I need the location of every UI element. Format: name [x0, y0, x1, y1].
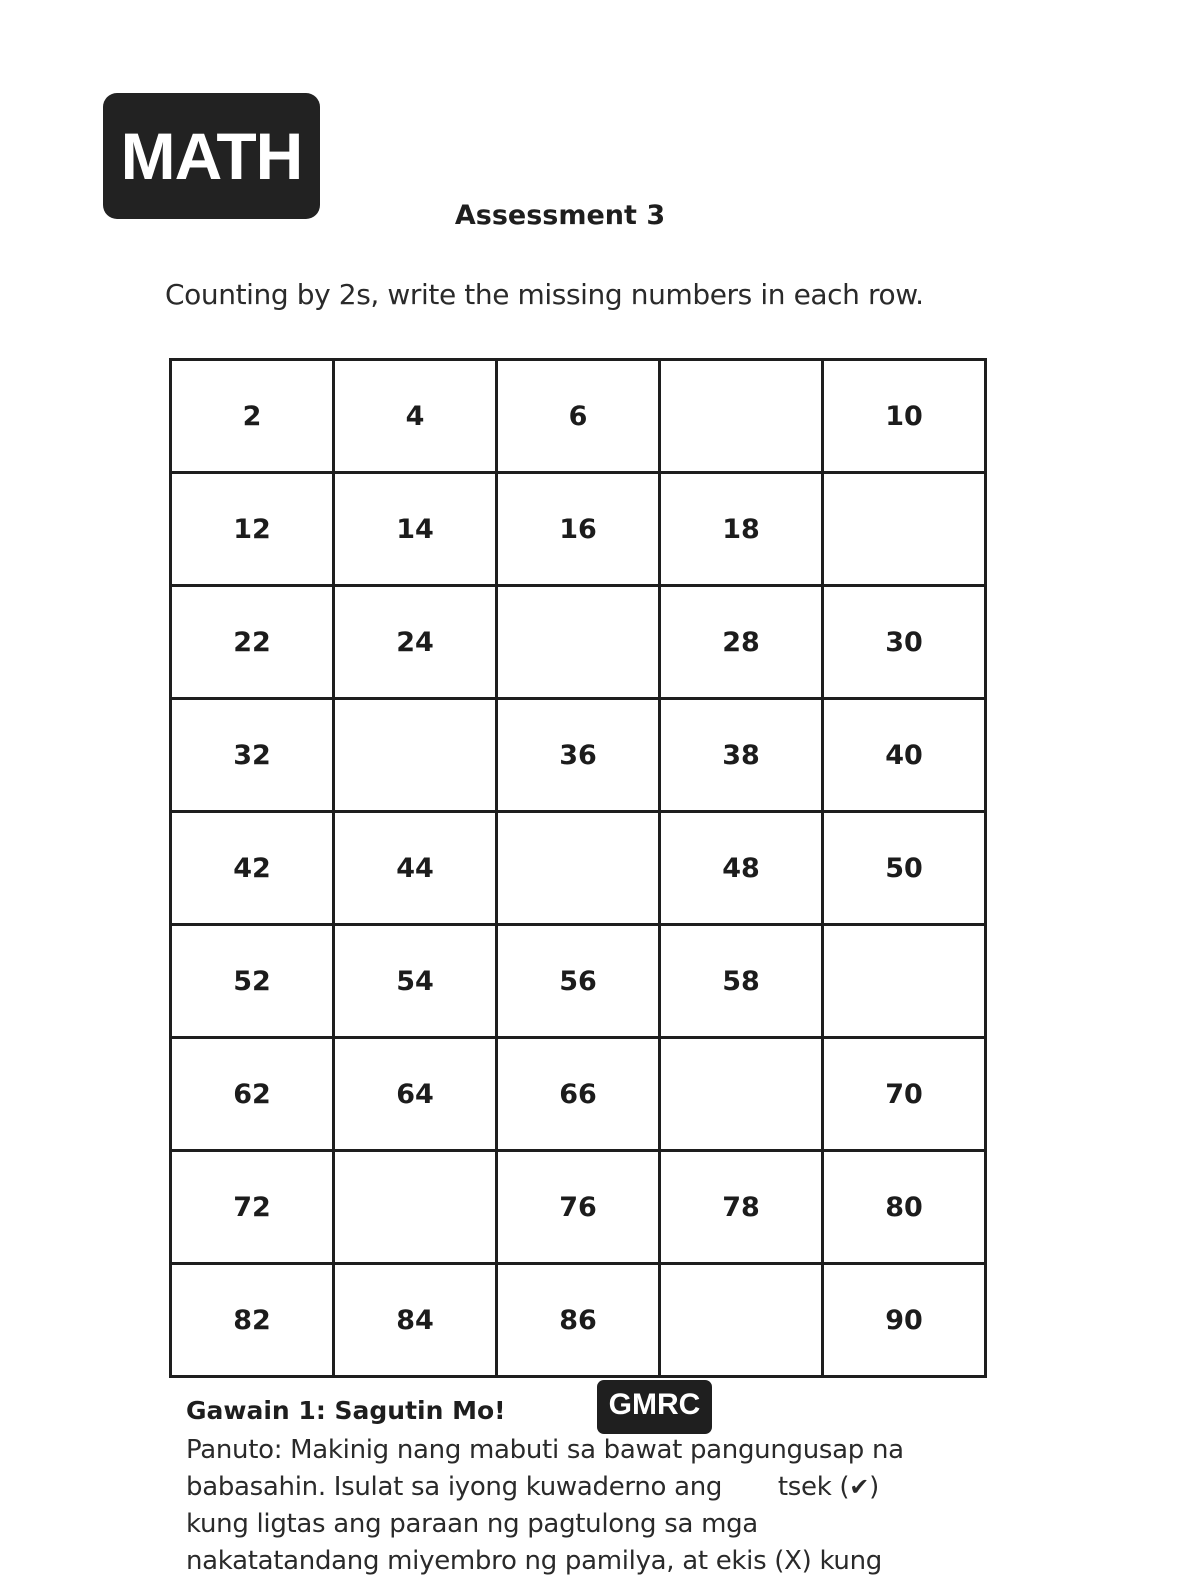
number-cell: 80	[823, 1151, 986, 1264]
grid-row	[171, 473, 986, 586]
number-cell: 54	[334, 925, 497, 1038]
panuto-line-2	[186, 1469, 1006, 1506]
gmrc-badge: GMRC	[597, 1380, 712, 1434]
number-cell: 78	[660, 1151, 823, 1264]
panuto-line-3: kung ligtas ang paraan ng pagtulong sa mga	[186, 1509, 758, 1539]
number-cell: 62	[171, 1038, 334, 1151]
number-cell: 40	[823, 699, 986, 812]
grid-row	[171, 925, 986, 1038]
number-cell: 10	[823, 360, 986, 473]
page-title: Assessment 3	[454, 200, 666, 231]
counting-grid	[169, 358, 987, 1378]
number-cell: 4	[334, 360, 497, 473]
grid-row	[171, 1038, 986, 1151]
number-cell: 84	[334, 1264, 497, 1377]
number-cell: 90	[823, 1264, 986, 1377]
number-cell: 70	[823, 1038, 986, 1151]
number-cell: 56	[497, 925, 660, 1038]
blank-cell[interactable]	[823, 925, 986, 1038]
grid-row	[171, 586, 986, 699]
blank-cell[interactable]	[660, 1038, 823, 1151]
number-cell: 86	[497, 1264, 660, 1377]
panuto-line-2-start: babasahin. Isulat sa iyong kuwaderno ang	[186, 1472, 723, 1502]
panuto-line-2-tsek: tsek (	[777, 1472, 850, 1502]
number-cell: 44	[334, 812, 497, 925]
subject-badge: MATH	[103, 93, 320, 219]
blank-cell[interactable]	[660, 360, 823, 473]
blank-cell[interactable]	[823, 473, 986, 586]
number-cell: 12	[171, 473, 334, 586]
number-cell: 52	[171, 925, 334, 1038]
blank-cell[interactable]	[334, 1151, 497, 1264]
number-cell: 6	[497, 360, 660, 473]
number-cell: 32	[171, 699, 334, 812]
number-cell: 58	[660, 925, 823, 1038]
number-cell: 18	[660, 473, 823, 586]
blank-cell[interactable]	[497, 812, 660, 925]
number-cell: 36	[497, 699, 660, 812]
number-cell: 82	[171, 1264, 334, 1377]
grid-row	[171, 812, 986, 925]
number-cell: 2	[171, 360, 334, 473]
number-cell: 76	[497, 1151, 660, 1264]
number-cell: 66	[497, 1038, 660, 1151]
panuto-line-1: Panuto: Makinig nang mabuti sa bawat pangungusap na	[186, 1435, 904, 1465]
number-cell: 50	[823, 812, 986, 925]
grid-row	[171, 699, 986, 812]
panuto-line-4: nakatatandang miyembro ng pamilya, at ekis (X) kung	[186, 1546, 882, 1576]
check-mark-icon: ✔	[849, 1473, 870, 1501]
number-cell: 16	[497, 473, 660, 586]
grid-row	[171, 1264, 986, 1377]
number-cell: 22	[171, 586, 334, 699]
number-cell: 72	[171, 1151, 334, 1264]
number-cell: 14	[334, 473, 497, 586]
activity-heading: Gawain 1: Sagutin Mo!	[186, 1396, 506, 1425]
instruction-text: Counting by 2s, write the missing numbers in each row.	[165, 278, 924, 311]
blank-cell[interactable]	[660, 1264, 823, 1377]
panuto-paragraph	[186, 1432, 1006, 1576]
number-cell: 24	[334, 586, 497, 699]
number-cell: 30	[823, 586, 986, 699]
blank-cell[interactable]	[334, 699, 497, 812]
grid-row	[171, 1151, 986, 1264]
blank-cell[interactable]	[497, 586, 660, 699]
grid-row	[171, 360, 986, 473]
number-cell: 38	[660, 699, 823, 812]
number-cell: 64	[334, 1038, 497, 1151]
number-cell: 42	[171, 812, 334, 925]
panuto-line-2-end: )	[869, 1472, 879, 1502]
number-cell: 28	[660, 586, 823, 699]
number-cell: 48	[660, 812, 823, 925]
